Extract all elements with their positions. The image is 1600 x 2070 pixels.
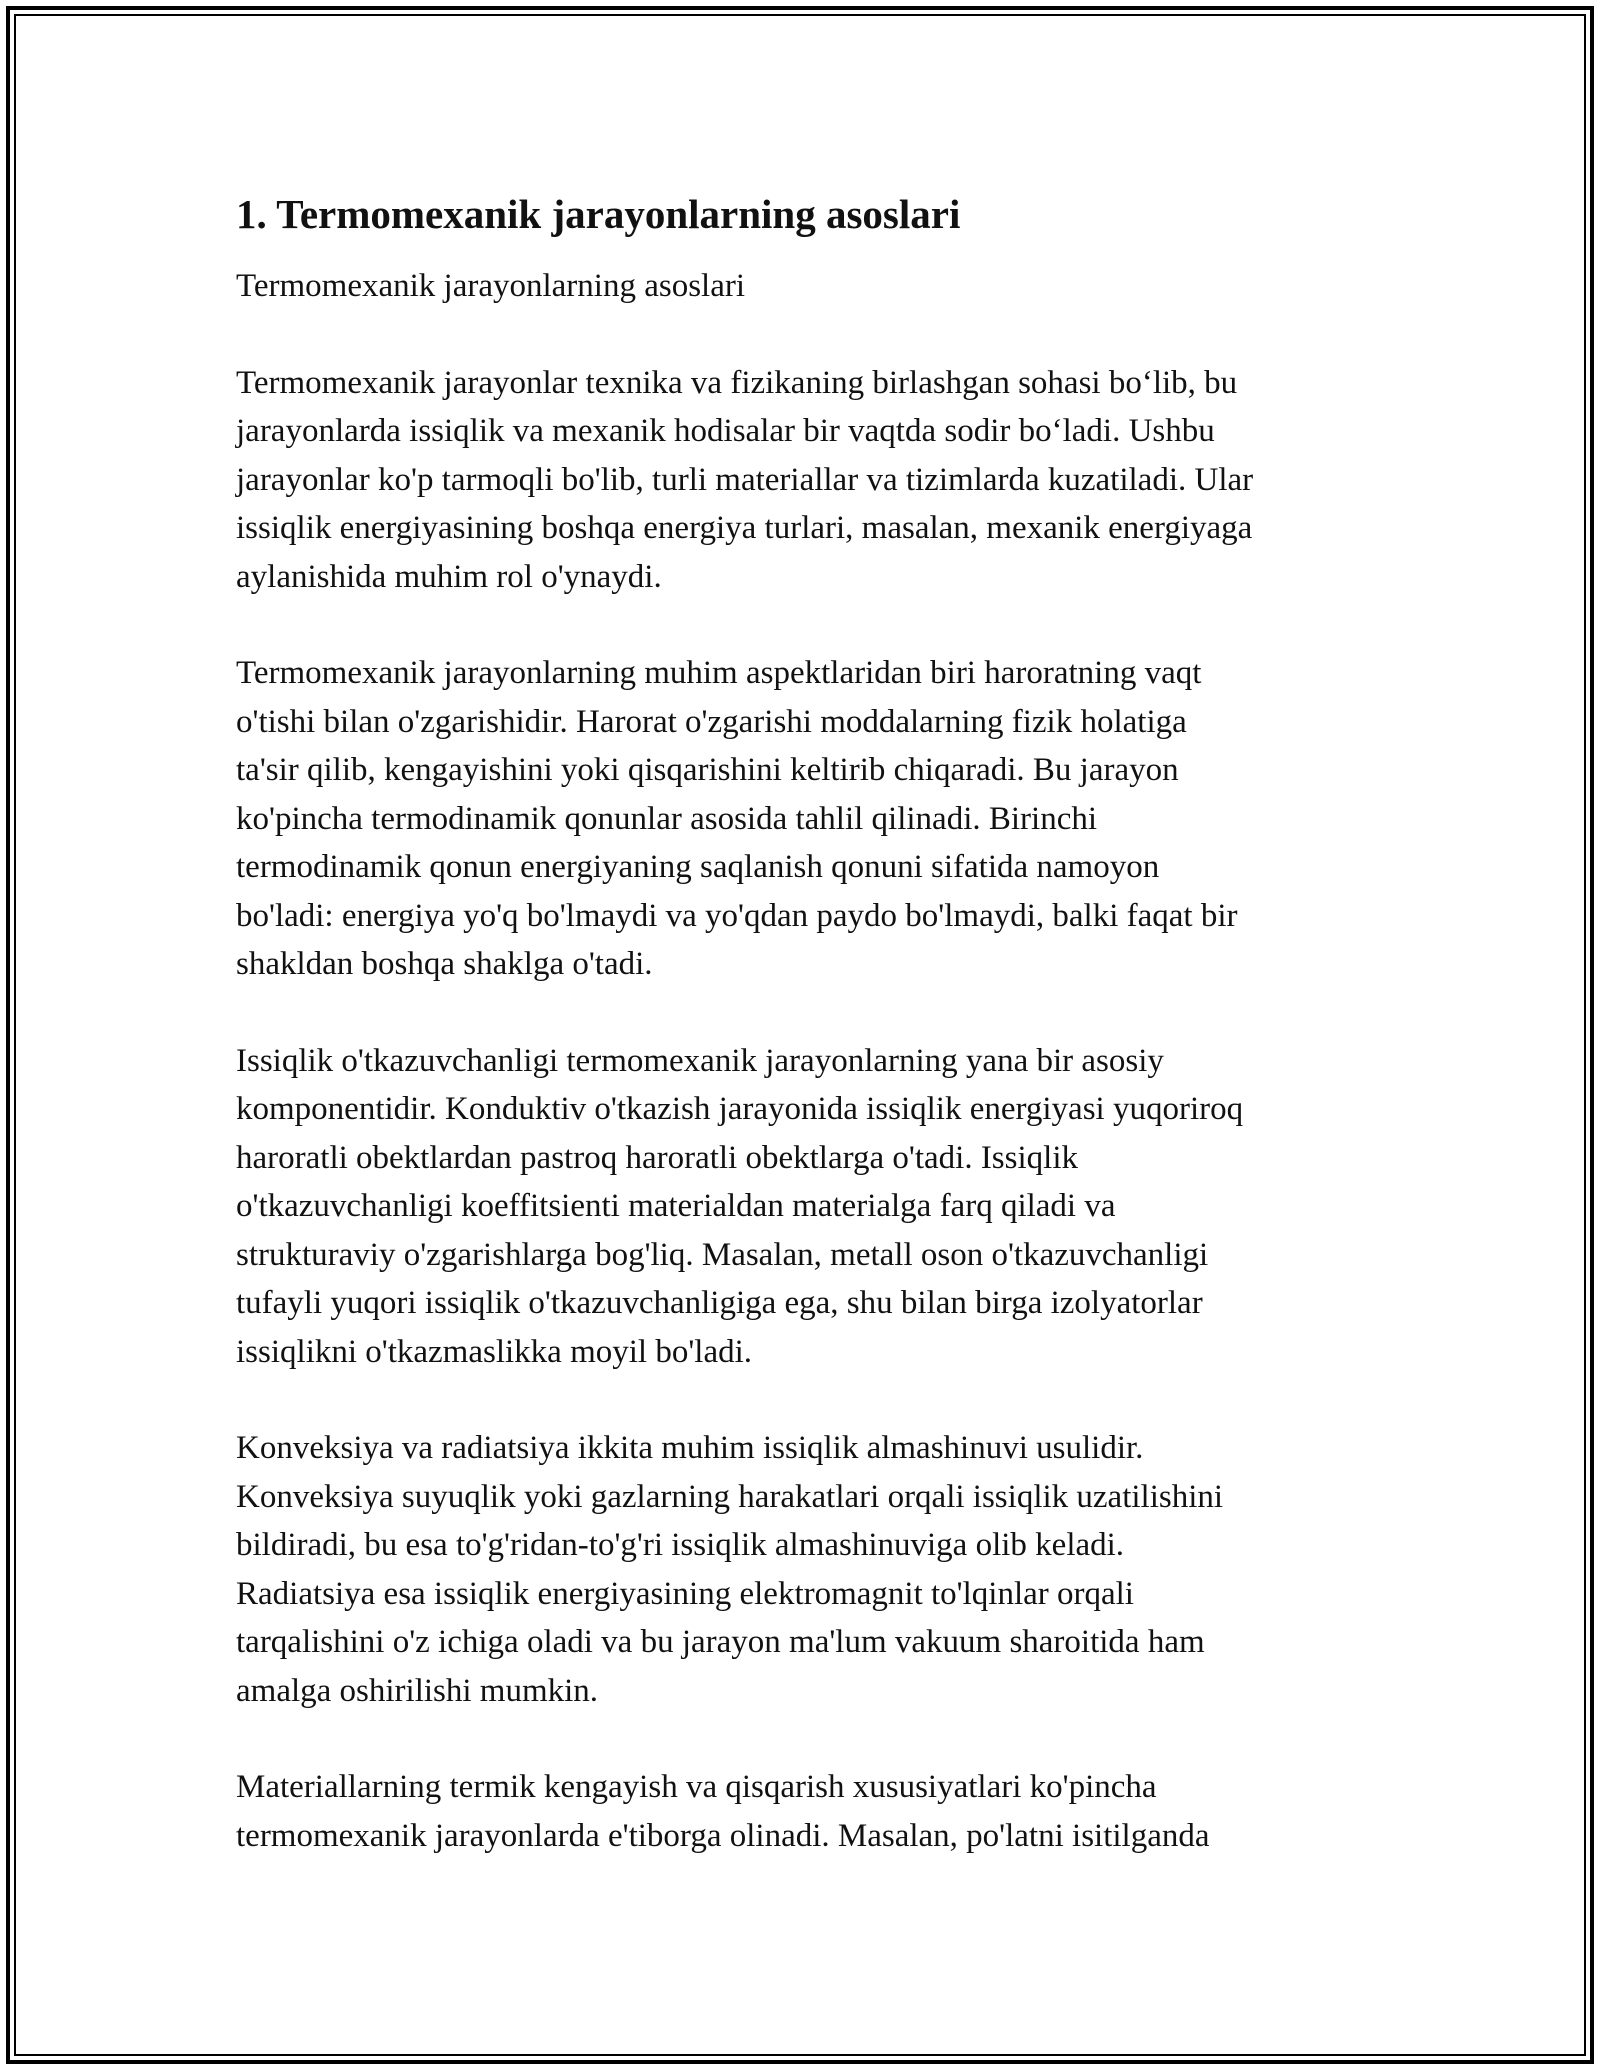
paragraph (236, 1037, 1386, 1377)
paragraph-line: Termomexanik jarayonlarning muhim aspektlaridan biri haroratning vaqt (236, 655, 1202, 691)
paragraph-line: tarqalishini o'z ichiga oladi va bu jarayon ma'lum vakuum sharoitida ham (236, 1624, 1205, 1660)
paragraph-line: amalga oshirilishi mumkin. (236, 1672, 599, 1709)
paragraph-line: shakldan boshqa shaklga o'tadi. (236, 946, 653, 982)
paragraph (236, 1424, 1386, 1715)
paragraph-line: termomexanik jarayonlarda e'tiborga olinadi. Masalan, po'latni isitilganda (236, 1817, 1210, 1854)
paragraph-line: Konveksiya va radiatsiya ikkita muhim issiqlik almashinuvi usulidir. (236, 1430, 1144, 1466)
document-body (236, 186, 1386, 1908)
paragraph-line: Issiqlik o'tkazuvchanligi termomexanik jarayonlarning yana bir asosiy (236, 1042, 1164, 1079)
paragraph-line: jarayonlarda issiqlik va mexanik hodisalar bir vaqtda sodir bo‘ladi. Ushbu (236, 413, 1215, 449)
paragraph (236, 1763, 1386, 1860)
paragraph-line: ko'pincha termodinamik qonunlar asosida tahlil qilinadi. Birinchi (236, 800, 1098, 837)
paragraph-line: o'tkazuvchanligi koeffitsienti materialdan materialga farq qiladi va (236, 1188, 1116, 1224)
paragraph-line: issiqlik energiyasining boshqa energiya turlari, masalan, mexanik energiyaga (236, 510, 1253, 546)
paragraph-line: termodinamik qonun energiyaning saqlanish qonuni sifatida namoyon (236, 849, 1160, 885)
paragraph-line: issiqlikni o'tkazmaslikka moyil bo'ladi. (236, 1333, 753, 1370)
paragraph-line: Materiallarning termik kengayish va qisqarish xususiyatlari ko'pincha (236, 1769, 1157, 1805)
paragraph-line: haroratli obektlardan pastroq haroratli obektlarga o'tadi. Issiqlik (236, 1139, 1078, 1176)
paragraph (236, 649, 1386, 989)
paragraph (236, 359, 1386, 602)
paragraph-line: bo'ladi: energiya yo'q bo'lmaydi va yo'qdan paydo bo'lmaydi, balki faqat bir (236, 897, 1238, 934)
paragraph-line: tufayli yuqori issiqlik o'tkazuvchanligiga ega, shu bilan birga izolyatorlar (236, 1285, 1203, 1321)
paragraph-line: jarayonlar ko'p tarmoqli bo'lib, turli materiallar va tizimlarda kuzatiladi. Ular (236, 461, 1254, 498)
section-subtitle: Termomexanik jarayonlarning asoslari (236, 268, 746, 304)
section-heading: 1. Termomexanik jarayonlarning asoslari (236, 191, 961, 237)
paragraph-line: ta'sir qilib, kengayishini yoki qisqarishini keltirib chiqaradi. Bu jarayon (236, 752, 1179, 788)
paragraph-list (236, 359, 1386, 1861)
paragraph-line: Konveksiya suyuqlik yoki gazlarning harakatlari orqali issiqlik uzatilishini (236, 1478, 1224, 1515)
paragraph-line: bildiradi, bu esa to'g'ridan-to'g'ri issiqlik almashinuviga olib keladi. (236, 1527, 1125, 1563)
paragraph-line: aylanishida muhim rol o'ynaydi. (236, 558, 662, 595)
paragraph-line: komponentidir. Konduktiv o'tkazish jarayonida issiqlik energiyasi yuqoriroq (236, 1091, 1244, 1127)
paragraph-line: Radiatsiya esa issiqlik energiyasining elektromagnit to'lqinlar orqali (236, 1575, 1134, 1612)
paragraph-line: strukturaviy o'zgarishlarga bog'liq. Masalan, metall oson o'tkazuvchanligi (236, 1236, 1209, 1273)
paragraph-line: Termomexanik jarayonlar texnika va fizikaning birlashgan sohasi bo‘lib, bu (236, 364, 1238, 401)
paragraph-line: o'tishi bilan o'zgarishidir. Harorat o'zgarishi moddalarning fizik holatiga (236, 703, 1187, 740)
